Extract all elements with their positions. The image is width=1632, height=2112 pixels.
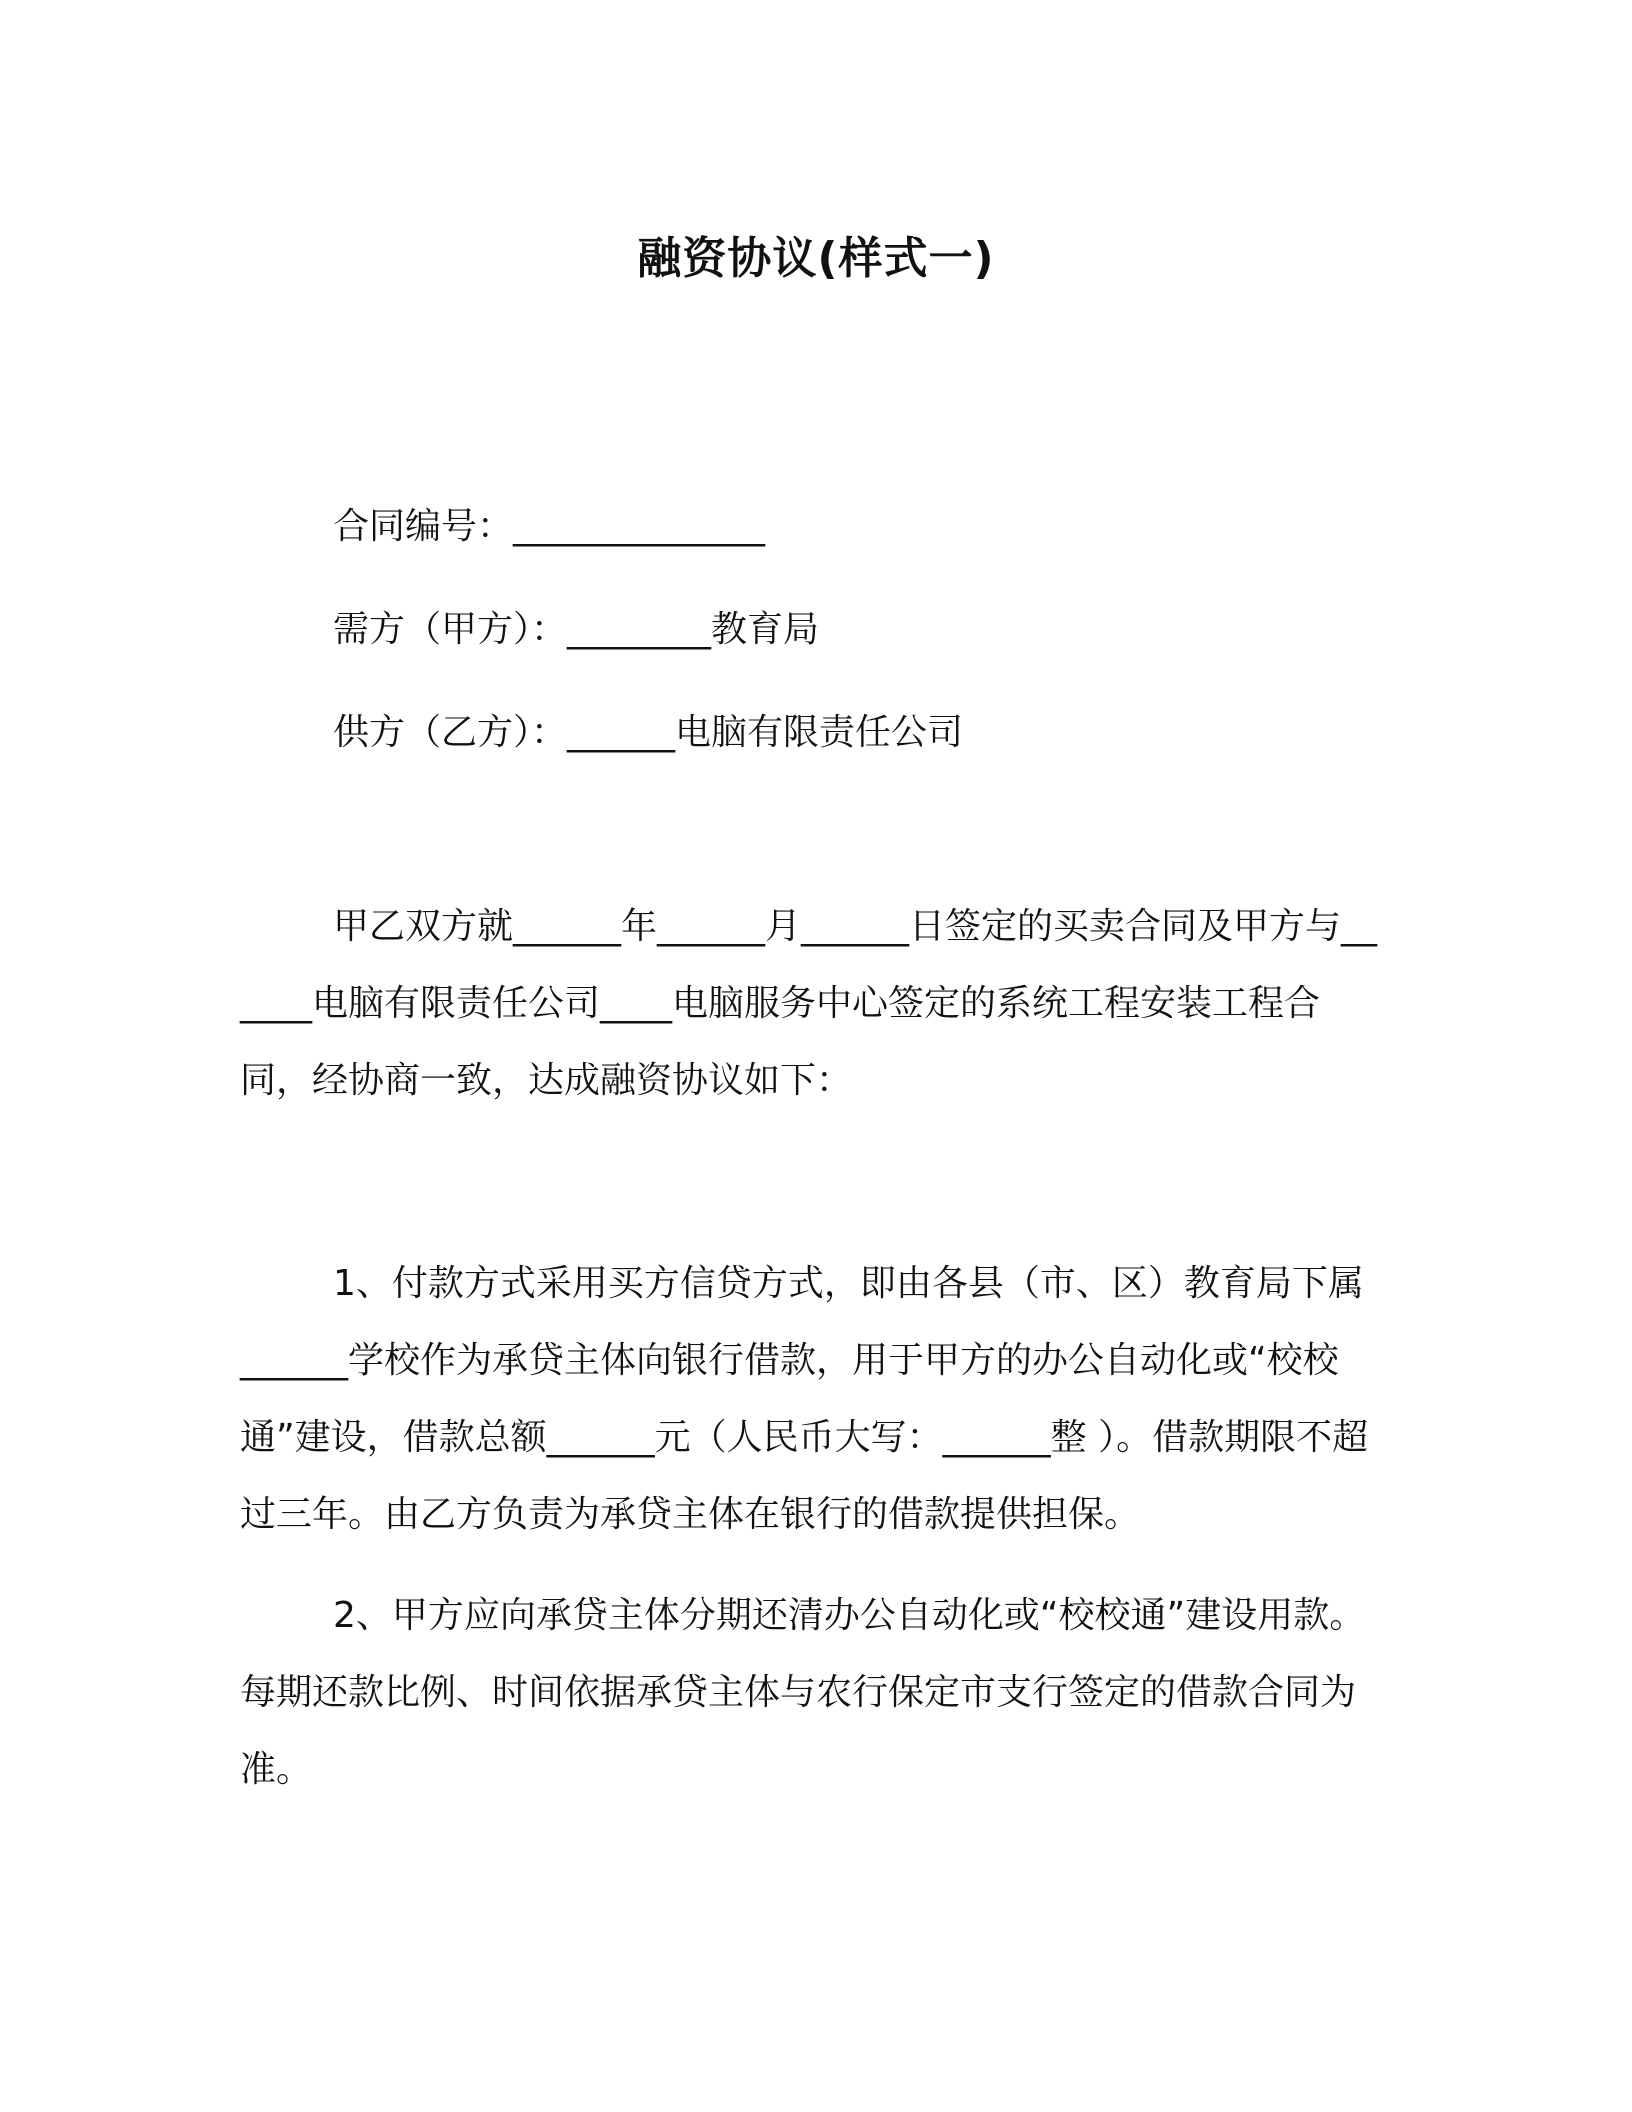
party-a-label: 需方（甲方）： [333,609,568,650]
party-a-line [333,601,819,652]
party-b-value: ______电脑有限责任公司 [567,712,964,753]
contract-number-value: ______________ [513,506,766,547]
party-a-value: ________教育局 [567,609,820,650]
document-title: 融资协议(样式一) [637,233,995,284]
clause-2-paragraph: 2、甲方应向承贷主体分期还清办公自动化或“校校通”建设用款。每期还款比例、时间依据承贷主体与农行保定市支行签定的借款合同为准。 [240,1595,1366,1790]
contract-number-label: 合同编号： [333,506,514,547]
contract-number-line [333,498,765,549]
party-b-line [333,704,963,755]
clause-1-paragraph: 1、付款方式采用买方信贷方式，即由各县（市、区）教育局下属______学校作为承贷主体向银行借款，用于甲方的办公自动化或“校校通”建设，借款总额______元（人民币大写：______整 ）。借款期限不超过三年。由乙方负责为承贷主体在银行的借款提供担保。 [240,1263,1369,1535]
intro-paragraph: 甲乙双方就______年______月______日签定的买卖合同及甲方与______电脑有限责任公司____电脑服务中心签定的系统工程安装工程合同，经协商一致，达成融资协议如下： [240,906,1378,1101]
party-b-label: 供方（乙方）： [333,712,568,753]
